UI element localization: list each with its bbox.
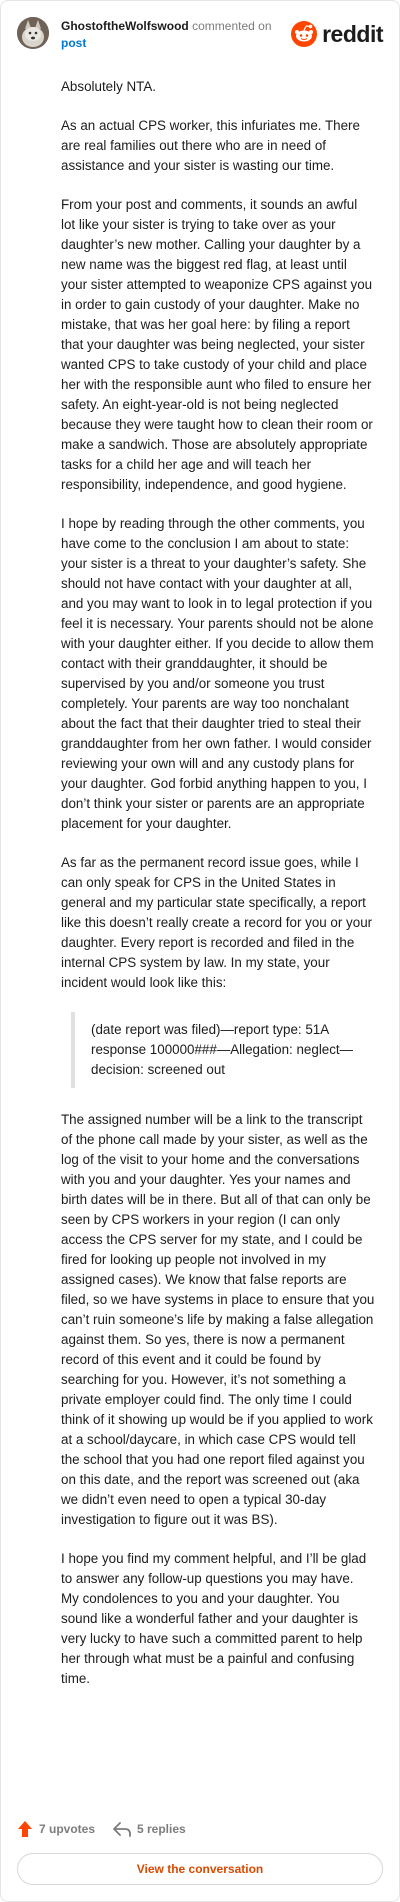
- replies-stat[interactable]: [113, 1817, 186, 1841]
- reddit-logo[interactable]: [291, 20, 383, 48]
- comment-body: [61, 77, 375, 1708]
- comment-footer: [17, 1817, 383, 1841]
- upvote-arrow-icon: [17, 1820, 33, 1838]
- reddit-snoo-icon: [291, 21, 317, 47]
- comment-paragraph: I hope you find my comment helpful, and I’ll be glad to answer any follow-up questions you may have. My condolences to you and your daughter. You sound like a wonderful father and your daughter is very lucky to have such a committed parent to help her through what must be a painful and confusing time.: [61, 1551, 367, 1686]
- blockquote-text: (date report was filed)—report type: 51A response 100000###—Allegation: neglect—decision: screened out: [91, 1022, 354, 1077]
- post-link[interactable]: post: [61, 36, 87, 50]
- upvote-stat[interactable]: [17, 1817, 95, 1841]
- comment-header: [17, 17, 383, 57]
- reply-arrow-icon: [113, 1821, 131, 1837]
- avatar[interactable]: [17, 17, 49, 49]
- view-conversation-button[interactable]: View the conversation: [17, 1853, 383, 1885]
- comment-paragraph: I hope by reading through the other comments, you have come to the conclusion I am about to state: your sister is a threat to your daughter’s safety. She should not have contact with your daughter at all, and you may want to look in to legal protection if you feel it is necessary. Your parents should not be alone with your daughter either. If you decide to allow them contact with their granddaughter, it should be supervised by you and/or someone you trust completely. Your parents are way too nonchalant about the fact that their daughter tried to steal their granddaughter from her own father. I would consider reviewing your own will and any custody plans for your daughter. God forbid anything happen to you, I don’t think your sister or parents are an appropriate placement for your daughter.: [61, 516, 374, 831]
- comment-paragraph: The assigned number will be a link to the transcript of the phone call made by your sister, as well as the log of the visit to your home and the conversations with you and your daughter. Yes your names and birth dates will be in there. But all of that can only be seen by CPS workers in your region (I can only access the CPS server for my state, and I could be fired for looking up people not involved in my assigned cases). We know that false reports are filed, so we have systems in place to ensure that you can’t ruin someone’s life by making a false allegation against them. So yes, there is now a permanent record of this event and it could be found by searching for you. However, it’s not something a private employer could find. The only time I could think of it showing up would be if you applied to work at a school/daycare, in which case CPS would tell the school that you had one report filed against you on this date, and the report was screened out (aka we didn’t even need to open a typical 30-day investigation to figure out it was BS).: [61, 1112, 375, 1527]
- blockquote: [71, 1012, 375, 1088]
- comment-paragraph: Absolutely NTA.: [61, 79, 157, 94]
- upvote-count: 7 upvotes: [39, 1822, 96, 1836]
- avatar-image: [17, 17, 49, 49]
- comment-paragraph: From your post and comments, it sounds an awful lot like your sister is trying to take over as your daughter’s new mother. Calling your daughter by a new name was the biggest red flag, at least until your sister attempted to weaponize CPS against you in order to gain custody of your daughter. Make no mistake, that was her goal here: by filing a report that your daughter was being neglected, your sister wanted CPS to take custody of your child and place her with the responsible aunt who filed to ensure her safety. An eight-year-old is not being neglected because they were taught how to clean their room or make a sandwich. Those are absolutely appropriate tasks for a child her age and will teach her responsibility, independence, and good hygiene.: [61, 197, 373, 492]
- reply-count: 5 replies: [137, 1822, 186, 1836]
- reddit-wordmark: reddit: [322, 20, 383, 47]
- commented-on-text: commented on: [192, 19, 272, 33]
- comment-paragraph: As far as the permanent record issue goes, while I can only speak for CPS in the United States in general and my particular state specifically, a report like this doesn’t really create a record for you or your daughter. Every report is recorded and filed in the internal CPS system by law. In my state, your incident would look like this:: [61, 855, 373, 990]
- comment-meta: [61, 18, 301, 52]
- comment-paragraph: As an actual CPS worker, this infuriates me. There are real families out there who are in need of assistance and your sister is wasting our time.: [61, 118, 360, 173]
- username-link[interactable]: GhostoftheWolfswood: [61, 19, 189, 33]
